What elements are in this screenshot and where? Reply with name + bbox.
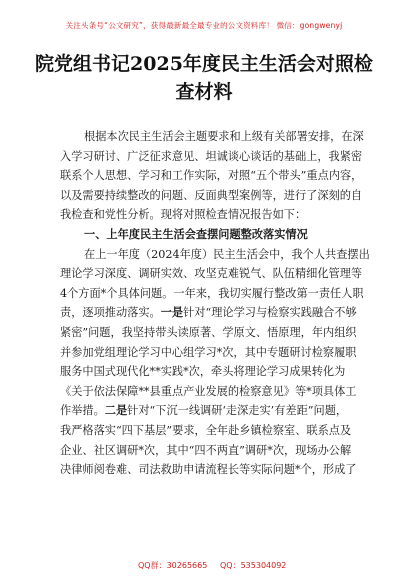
paragraph-text: 作举措。 <box>60 404 105 418</box>
paragraph-line: 联系个人思想、学习和工作实际，对照“五个带头”重点内容， <box>60 169 363 183</box>
point-marker-second: 二是 <box>104 403 128 418</box>
footer-qq: QQ：535304092 <box>220 561 287 570</box>
paragraph-line: 4个方面*个具体问题。一年来，我切实履行整改第一责任人职 <box>60 286 364 300</box>
paragraph-text: 针对“理论学习与检察实践融合不够 <box>183 306 357 320</box>
paragraph-line: 在上一年度（2024年度）民主生活会中，我个人共查摆出 <box>84 247 370 261</box>
paragraph-line: 紧密”问题，我坚持带头读原著、学原文、悟原理，年内组织 <box>60 325 357 339</box>
paragraph-line <box>60 303 358 323</box>
paragraph-line: 我检查和党性分析。现将对照检查情况报告如下： <box>60 208 307 222</box>
title-line-1: 院党组书记2025年度民主生活会对照检 <box>35 53 373 75</box>
document-title <box>0 50 408 106</box>
paragraph-line: 根据本次民主生活会主题要求和上级有关部署安排，在深 <box>84 130 364 143</box>
paragraph-line <box>60 401 358 421</box>
title-line-2: 查材料 <box>175 81 233 103</box>
section-heading: 一、上年度民主生活会查摆问题整改落实情况 <box>84 227 308 241</box>
paragraph-line: 并参加党组理论学习中心组学习*次，其中专题研讨检察履职 <box>60 345 357 359</box>
paragraph-line: 企业、社区调研*次，其中“四不两直”调研*次，现场办公解 <box>60 443 352 457</box>
paragraph-line: 《关于依法保障**县重点产业发展的检察意见》等*项具体工 <box>60 384 357 398</box>
paragraph-line: 我严格落实“四下基层”要求，全年赴乡镇检察室、联系点及 <box>60 423 352 437</box>
paragraph-text: 责，逐项推动落实。 <box>60 306 161 320</box>
paragraph-line: 以及需要持续整改的问题、反面典型案例等，进行了深刻的自 <box>60 188 363 202</box>
paragraph-text: 针对“下沉一线调研‘走深走实’有差距”问题， <box>127 404 348 418</box>
paragraph-line: 入学习研讨、广泛征求意见、坦诚谈心谈话的基础上，我紧密 <box>60 149 363 163</box>
header-banner: 关注头条号“公文研究”，获得最新最全最专业的公文资料库！ 微信：gongwenyj <box>65 21 343 30</box>
footer-qq-group: QQ群：30265665 <box>138 561 208 570</box>
paragraph-line: 决律师阅卷难、司法救助申请流程长等实际问题*个，形成了 <box>60 463 357 477</box>
paragraph-line: 服务中国式现代化**实践*次，牵头将理论学习成果转化为 <box>60 365 346 379</box>
document-body <box>60 127 370 480</box>
point-marker-first: 一是 <box>160 305 184 320</box>
paragraph-line: 理论学习深度、调研实效、攻坚克难锐气、队伍精细化管理等 <box>60 267 363 281</box>
